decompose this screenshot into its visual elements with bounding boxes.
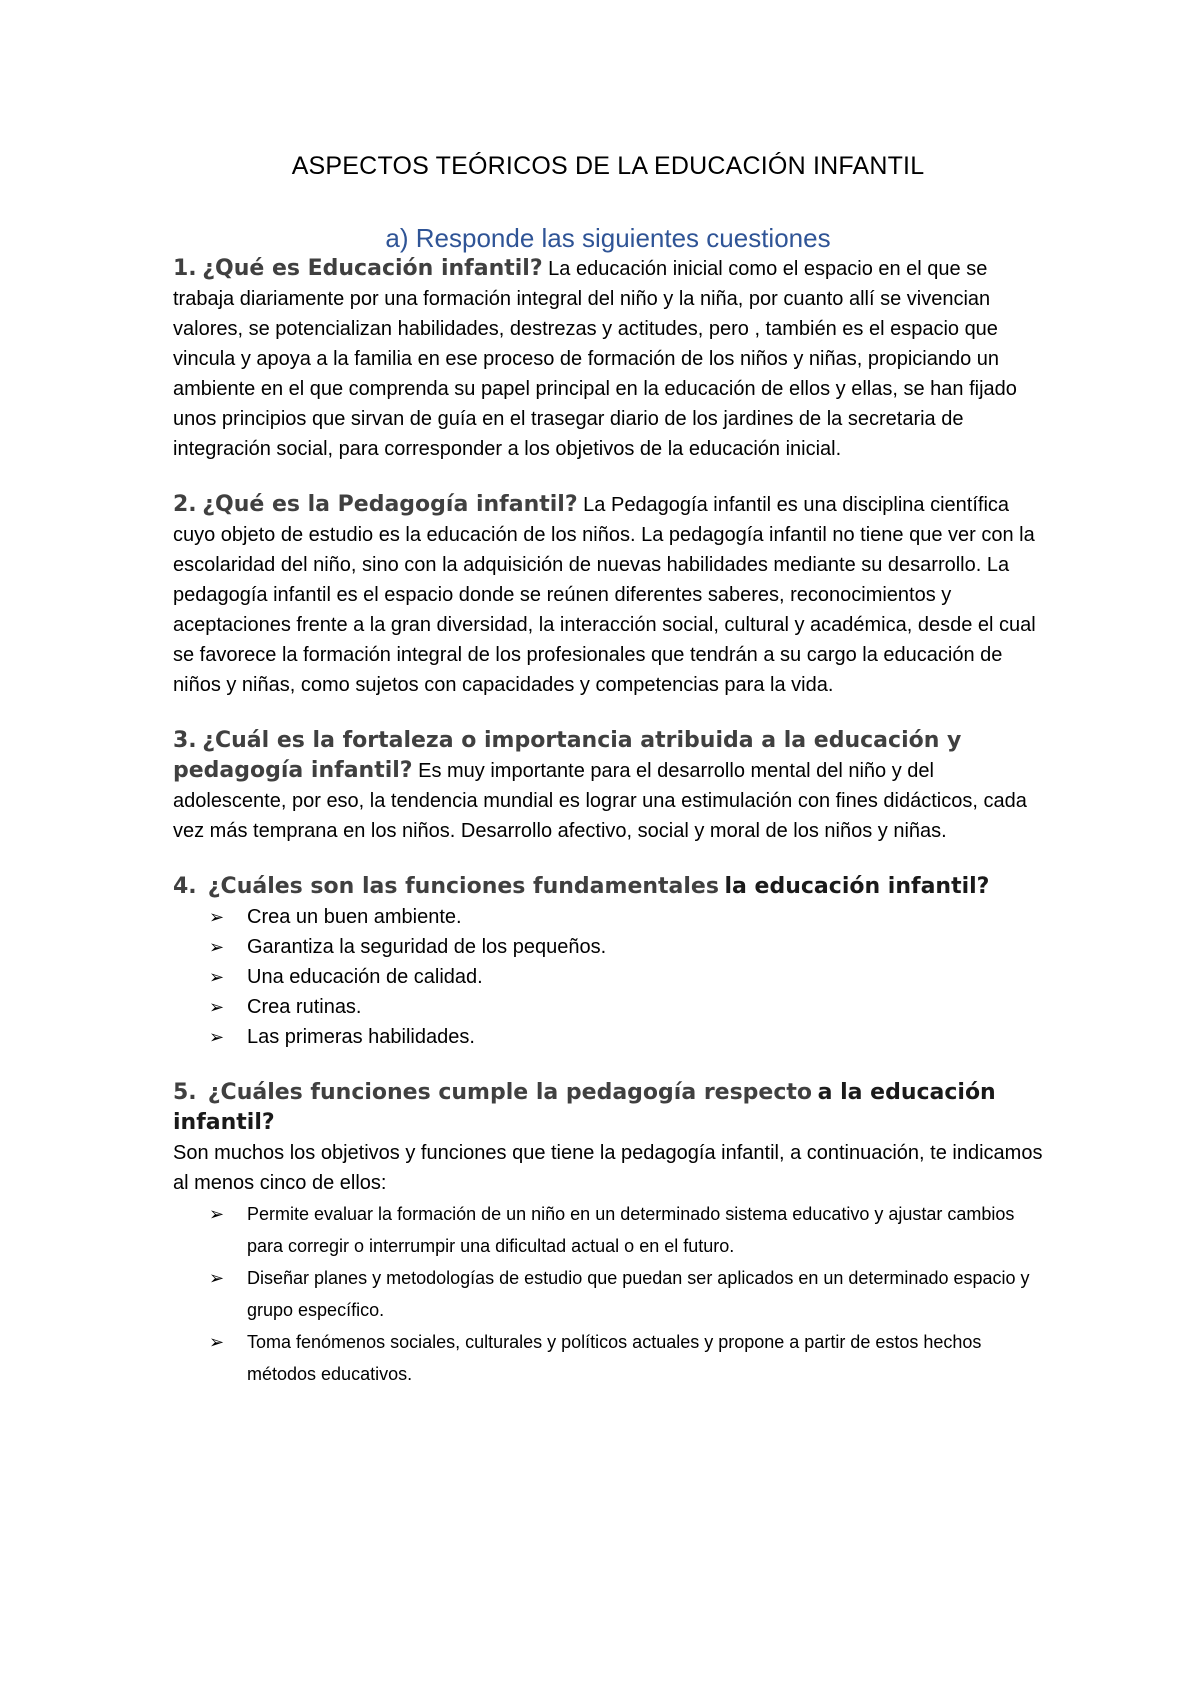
question-5-heading-a: ¿Cuáles funciones cumple la pedagogía respecto <box>207 1080 813 1105</box>
question-1-answer: La educación inicial como el espacio en el que se trabaja diariamente por una formación integral del niño y la niña, por cuanto allí se vivencian valores, se potencializan habilidades, destrezas y actitudes, pero , también es el espacio que vincula y apoya a la familia en ese proceso de formación de los niños y niñas, propiciando un ambiente en el que comprenda su papel principal en la educación de ellos y ellas, se han fijado unos principios que sirvan de guía en el trasegar diario de los jardines de la secretaria de integración social, para corresponder a los objetivos de la educación inicial. <box>173 258 1017 460</box>
arrow-bullet-icon: ➢ <box>209 1027 225 1047</box>
question-4-heading-a: ¿Cuáles son las funciones fundamentales <box>207 874 719 899</box>
question-2 <box>173 490 1043 700</box>
question-3 <box>173 726 1043 846</box>
section-subtitle: a) Responde las siguientes cuestiones <box>385 223 831 253</box>
list-item: ➢ Toma fenómenos sociales, culturales y políticos actuales y propone a partir de estos hechos métodos educativos. <box>209 1326 1043 1390</box>
question-4-list <box>173 902 1043 1052</box>
arrow-bullet-icon: ➢ <box>209 1268 225 1288</box>
question-1-number: 1. <box>173 256 197 281</box>
question-4-number: 4. <box>173 874 197 899</box>
arrow-bullet-icon: ➢ <box>209 937 225 957</box>
arrow-bullet-icon: ➢ <box>209 1204 225 1224</box>
list-item: ➢ Permite evaluar la formación de un niño en un determinado sistema educativo y ajustar cambios para corregir o interrumpir una dificultad actual o en el futuro. <box>209 1198 1043 1262</box>
document-content <box>173 140 1043 1390</box>
question-5-number: 5. <box>173 1080 197 1105</box>
list-item: ➢ Crea un buen ambiente. <box>209 902 1043 932</box>
question-4 <box>173 872 1043 902</box>
question-5-heading-b: a la educación infantil? <box>173 1080 996 1135</box>
question-2-number: 2. <box>173 492 197 517</box>
question-1-heading: ¿Qué es Educación infantil? <box>202 256 543 281</box>
question-3-number: 3. <box>173 728 197 753</box>
list-item: ➢ Diseñar planes y metodologías de estudio que puedan ser aplicados en un determinado espacio y grupo específico. <box>209 1262 1043 1326</box>
question-4-heading-b: la educación infantil? <box>724 874 990 899</box>
question-5-intro: Son muchos los objetivos y funciones que tiene la pedagogía infantil, a continuación, te indicamos al menos cinco de ellos: <box>173 1142 1043 1194</box>
question-3-heading: ¿Cuál es la fortaleza o importancia atribuida a la educación y pedagogía infantil? <box>173 728 962 783</box>
arrow-bullet-icon: ➢ <box>209 907 225 927</box>
question-5 <box>173 1078 1043 1138</box>
list-item: ➢ Garantiza la seguridad de los pequeños. <box>209 932 1043 962</box>
list-item: ➢ Crea rutinas. <box>209 992 1043 1022</box>
question-1 <box>173 254 1043 464</box>
question-5-list <box>173 1198 1043 1390</box>
arrow-bullet-icon: ➢ <box>209 997 225 1017</box>
arrow-bullet-icon: ➢ <box>209 967 225 987</box>
arrow-bullet-icon: ➢ <box>209 1332 225 1352</box>
list-item: ➢ Una educación de calidad. <box>209 962 1043 992</box>
list-item: ➢ Las primeras habilidades. <box>209 1022 1043 1052</box>
question-3-answer: Es muy importante para el desarrollo mental del niño y del adolescente, por eso, la tendencia mundial es lograr una estimulación con fines didácticos, cada vez más temprana en los niños. Desarrollo afectivo, social y moral de los niños y niñas. <box>173 760 1027 842</box>
question-2-heading: ¿Qué es la Pedagogía infantil? <box>202 492 578 517</box>
question-2-answer: La Pedagogía infantil es una disciplina científica cuyo objeto de estudio es la educación de los niños. La pedagogía infantil no tiene que ver con la escolaridad del niño, sino con la adquisición de nuevas habilidades mediante su desarrollo. La pedagogía infantil es el espacio donde se reúnen diferentes saberes, reconocimientos y aceptaciones frente a la gran diversidad, la interacción social, cultural y académica, desde el cual se favorece la formación integral de los profesionales que tendrán a su cargo la educación de niños y niñas, como sujetos con capacidades y competencias para la vida. <box>173 494 1036 696</box>
document-title: ASPECTOS TEÓRICOS DE LA EDUCACIÓN INFANTIL <box>291 152 925 180</box>
